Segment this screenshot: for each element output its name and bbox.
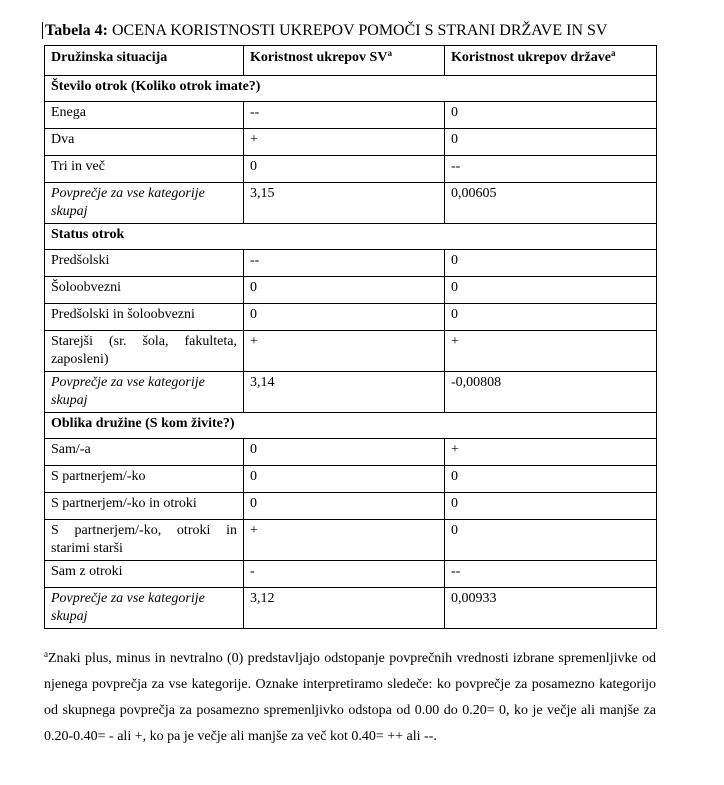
average-label: Povprečje za vse kategorije skupaj bbox=[45, 588, 244, 629]
caption-title: OCENA KORISTNOSTI UKREPOV POMOČI S STRANI DRŽAVE IN SV bbox=[111, 22, 608, 39]
row-label: Predšolski in šoloobvezni bbox=[45, 304, 244, 331]
table-row bbox=[45, 250, 657, 277]
row-label-line1: S partnerjem/-ko, otroki in bbox=[51, 523, 237, 538]
sv-value: + bbox=[244, 129, 445, 156]
sv-value: + bbox=[244, 520, 445, 561]
usefulness-table bbox=[44, 45, 657, 629]
sv-value: 0 bbox=[244, 304, 445, 331]
state-value: + bbox=[445, 439, 657, 466]
state-value: 0 bbox=[445, 129, 657, 156]
section-row bbox=[45, 76, 657, 102]
section-title: Oblika družine (S kom živite?) bbox=[45, 413, 657, 439]
header-state-usefulness: Koristnost ukrepov države$^a$ bbox=[445, 46, 657, 76]
average-label: Povprečje za vse kategorije skupaj bbox=[45, 372, 244, 413]
average-row bbox=[45, 588, 657, 629]
header-footnote-mark: a bbox=[610, 48, 616, 58]
state-value: 0 bbox=[445, 277, 657, 304]
sv-value: 0 bbox=[244, 156, 445, 183]
sv-value: 0 bbox=[244, 277, 445, 304]
section-row bbox=[45, 413, 657, 439]
table-row bbox=[45, 102, 657, 129]
sv-average: 3,15 bbox=[244, 183, 445, 224]
state-value: -- bbox=[445, 561, 657, 588]
row-label: S partnerjem/-ko in otroki bbox=[45, 493, 244, 520]
sv-value: 0 bbox=[244, 466, 445, 493]
state-value: 0 bbox=[445, 493, 657, 520]
table-body bbox=[45, 76, 657, 629]
row-label: Dva bbox=[45, 129, 244, 156]
table-row bbox=[45, 520, 657, 561]
average-row bbox=[45, 183, 657, 224]
sv-value: -- bbox=[244, 250, 445, 277]
header-row bbox=[45, 46, 657, 76]
table-row bbox=[45, 304, 657, 331]
sv-value: 0 bbox=[244, 439, 445, 466]
header-footnote-mark: a bbox=[387, 48, 392, 58]
sv-average: 3,12 bbox=[244, 588, 445, 629]
header-family-situation: Družinska situacija bbox=[45, 46, 244, 76]
table-caption bbox=[42, 22, 607, 39]
state-average: -0,00808 bbox=[445, 372, 657, 413]
table-row bbox=[45, 561, 657, 588]
header-sv-usefulness: Koristnost ukrepov $SV^a$ bbox=[244, 46, 445, 76]
row-label: Šoloobvezni bbox=[45, 277, 244, 304]
row-label bbox=[45, 520, 244, 561]
row-label bbox=[45, 331, 244, 372]
table-row bbox=[45, 277, 657, 304]
average-row bbox=[45, 372, 657, 413]
state-average: 0,00605 bbox=[445, 183, 657, 224]
state-average: 0,00933 bbox=[445, 588, 657, 629]
table-row bbox=[45, 331, 657, 372]
state-value: 0 bbox=[445, 304, 657, 331]
section-row bbox=[45, 224, 657, 250]
row-label: S partnerjem/-ko bbox=[45, 466, 244, 493]
state-value: + bbox=[445, 331, 657, 372]
state-value: 0 bbox=[445, 520, 657, 561]
table-row bbox=[45, 156, 657, 183]
footnote-mark: a bbox=[44, 649, 48, 659]
sv-value: -- bbox=[244, 102, 445, 129]
table-row bbox=[45, 439, 657, 466]
section-title: Status otrok bbox=[45, 224, 657, 250]
row-label: Tri in več bbox=[45, 156, 244, 183]
row-label: Enega bbox=[45, 102, 244, 129]
state-value: 0 bbox=[445, 102, 657, 129]
row-label-line2: starimi starši bbox=[51, 541, 123, 556]
footnote-text: Znaki plus, minus in nevtralno (0) predstavljajo odstopanje povprečnih vrednosti izbrane spremenljivke od njenega povprečja za vse kategorije. Oznake interpretiramo sledeče: ko povprečje za posamezno kategorijo od skupnega povprečja za posamezno spremenljivko odstopa od 0.00 do 0.20= 0, ko je večje ali manjše za 0.20-0.40= - ali +, ko pa je večje ali manjše za več kot 0.40= ++ ali --. bbox=[44, 651, 656, 744]
table-row bbox=[45, 493, 657, 520]
sv-value: 0 bbox=[244, 493, 445, 520]
sv-value: - bbox=[244, 561, 445, 588]
footnote bbox=[44, 646, 656, 750]
table-row bbox=[45, 466, 657, 493]
average-label: Povprečje za vse kategorije skupaj bbox=[45, 183, 244, 224]
row-label-line1: Starejši (sr. šola, fakulteta, bbox=[51, 334, 237, 349]
sv-value: + bbox=[244, 331, 445, 372]
table-row bbox=[45, 129, 657, 156]
row-label: Sam/-a bbox=[45, 439, 244, 466]
caption-label: Tabela 4: bbox=[45, 22, 108, 39]
row-label: Predšolski bbox=[45, 250, 244, 277]
row-label-line2: zaposleni) bbox=[51, 352, 109, 367]
state-value: 0 bbox=[445, 250, 657, 277]
state-value: 0 bbox=[445, 466, 657, 493]
row-label: Sam z otroki bbox=[45, 561, 244, 588]
section-title: Število otrok (Koliko otrok imate?) bbox=[45, 76, 657, 102]
state-value: -- bbox=[445, 156, 657, 183]
sv-average: 3,14 bbox=[244, 372, 445, 413]
